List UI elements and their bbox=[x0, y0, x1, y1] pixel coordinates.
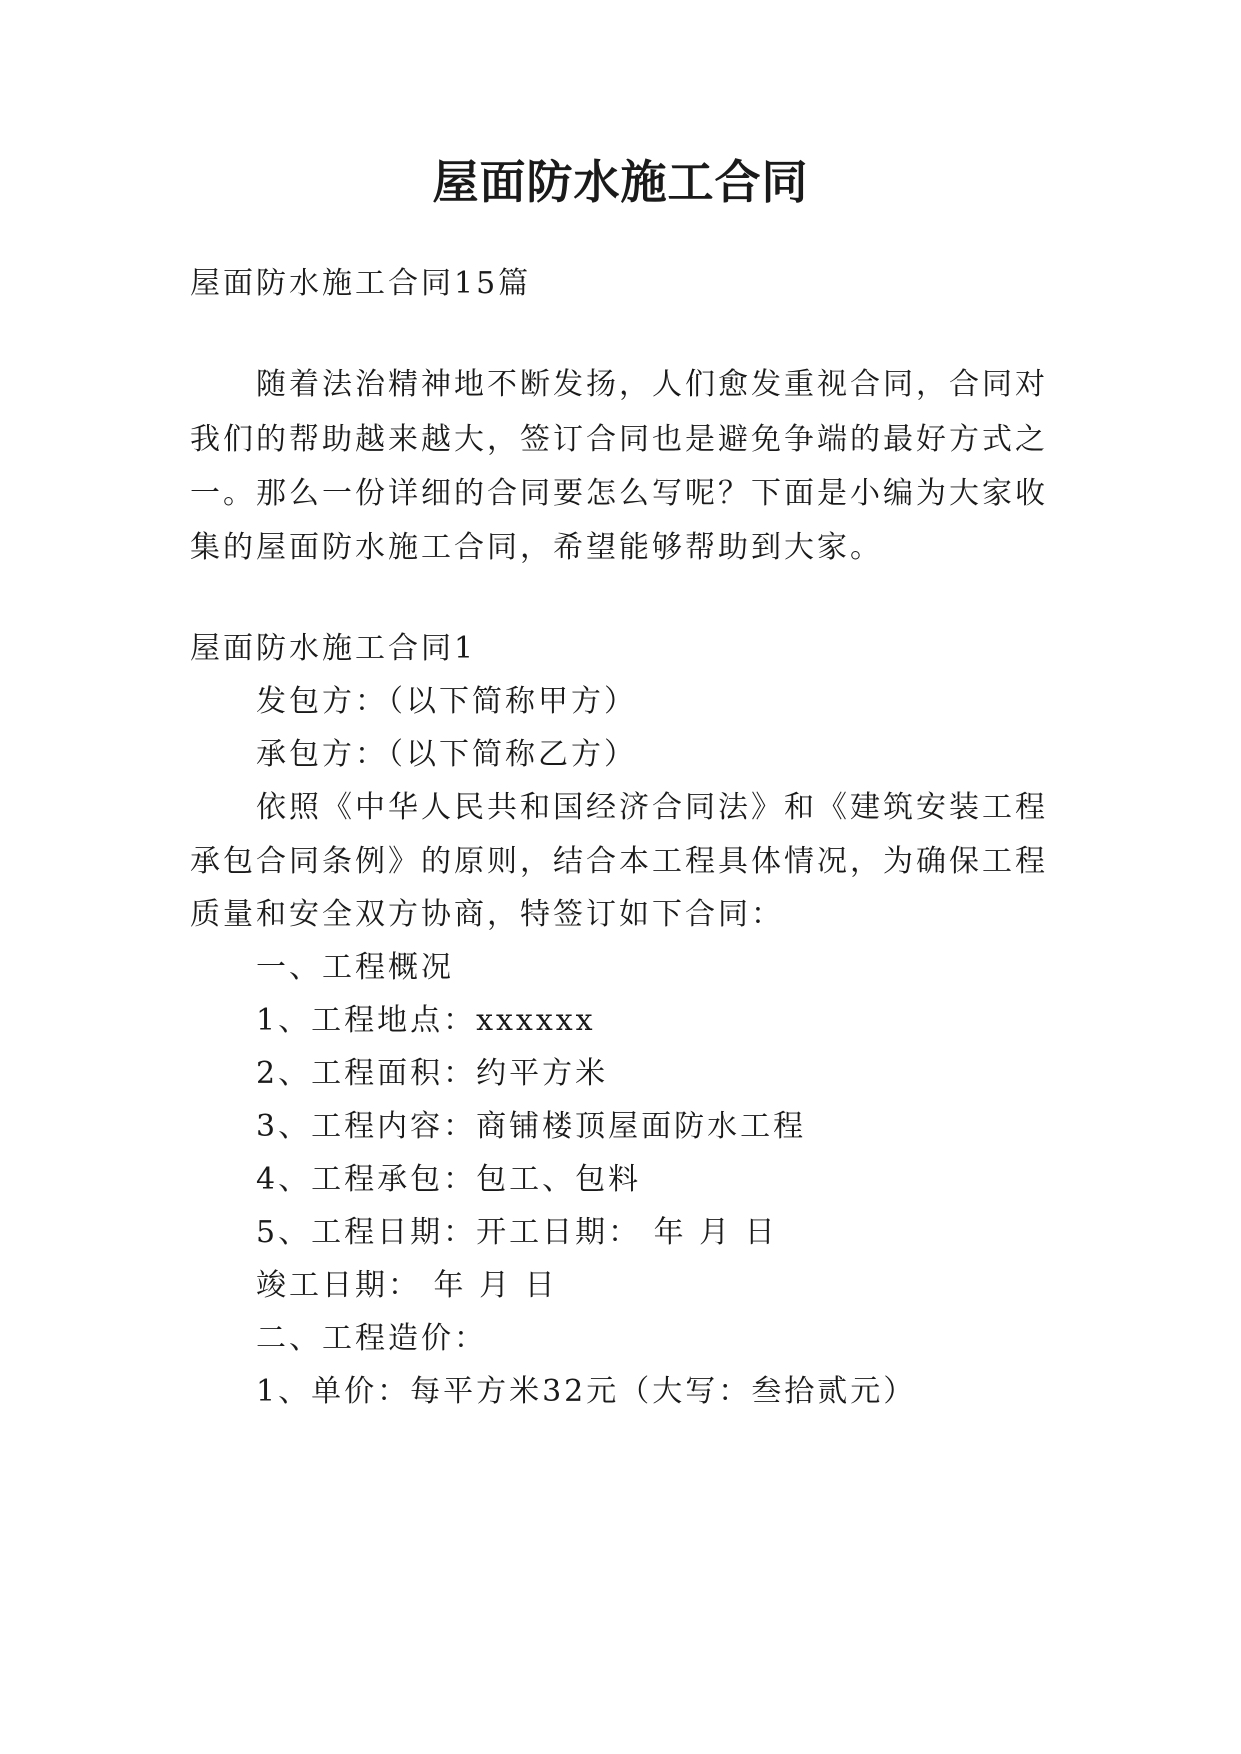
clause-1-item-2: 2、工程面积：约平方米 bbox=[256, 1056, 609, 1091]
clause-1-item-5: 5、工程日期：开工日期： 年 月 日 bbox=[256, 1215, 778, 1250]
basis-line-1: 依照《中华人民共和国经济合同法》和《建筑安装工程 bbox=[256, 790, 1048, 825]
clause-1-item-6: 竣工日期： 年 月 日 bbox=[256, 1268, 558, 1303]
document-title: 屋面防水施工合同 bbox=[432, 155, 809, 209]
basis-line-2: 承包合同条例》的原则，结合本工程具体情况，为确保工程 bbox=[190, 844, 1048, 879]
intro-line-4: 集的屋面防水施工合同，希望能够帮助到大家。 bbox=[190, 530, 883, 565]
clause-1-item-4: 4、工程承包：包工、包料 bbox=[256, 1162, 642, 1197]
section-heading: 屋面防水施工合同1 bbox=[190, 631, 477, 666]
clause-1-item-1: 1、工程地点：xxxxxx bbox=[256, 1003, 596, 1038]
party-b: 承包方：（以下简称乙方） bbox=[256, 737, 637, 772]
clause-1-heading: 一、工程概况 bbox=[256, 950, 454, 985]
intro-line-2: 我们的帮助越来越大，签订合同也是避免争端的最好方式之 bbox=[190, 422, 1048, 457]
basis-line-3: 质量和安全双方协商，特签订如下合同： bbox=[190, 897, 784, 932]
clause-2-heading: 二、工程造价： bbox=[256, 1321, 487, 1356]
clause-2-item-1: 1、单价：每平方米32元（大写：叁拾贰元） bbox=[256, 1374, 917, 1409]
intro-line-1: 随着法治精神地不断发扬，人们愈发重视合同，合同对 bbox=[256, 367, 1048, 402]
document-subtitle: 屋面防水施工合同15篇 bbox=[190, 266, 532, 301]
clause-1-item-3: 3、工程内容：商铺楼顶屋面防水工程 bbox=[256, 1109, 807, 1144]
party-a: 发包方：（以下简称甲方） bbox=[256, 684, 637, 719]
intro-line-3: 一。那么一份详细的合同要怎么写呢？下面是小编为大家收 bbox=[190, 476, 1048, 511]
